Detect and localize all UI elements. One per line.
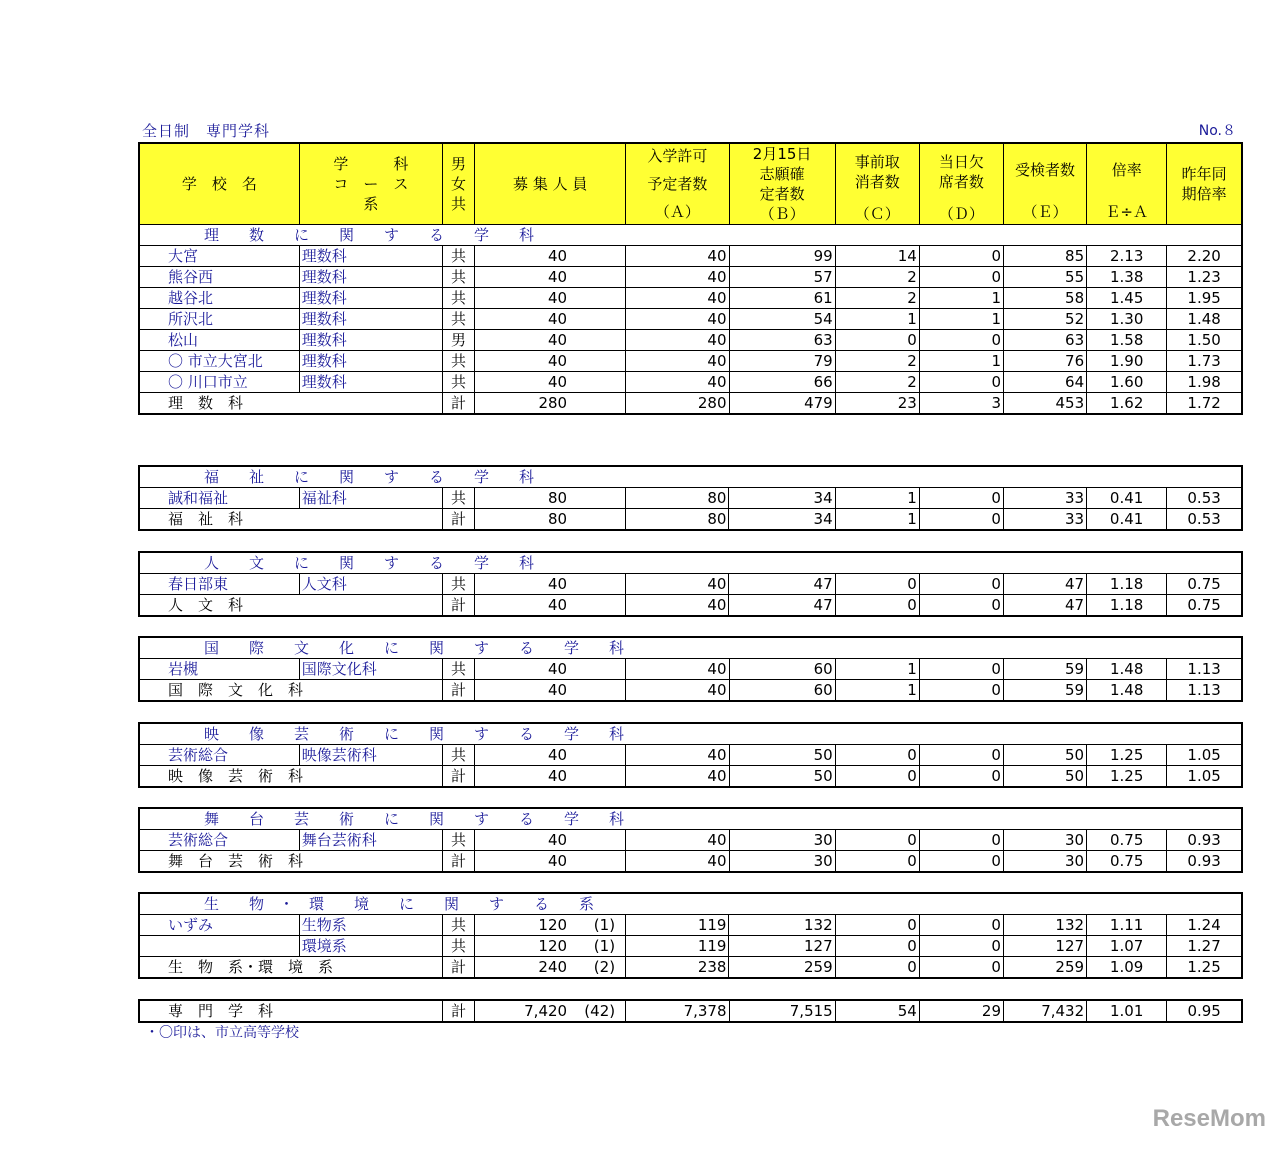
cell-d: 0 xyxy=(919,936,1003,957)
course-name: 生物系 xyxy=(299,915,442,936)
cell-d: 0 xyxy=(919,659,1003,680)
cell-b: 30 xyxy=(729,830,835,851)
table-row xyxy=(139,288,1242,309)
course-name: 福祉科 xyxy=(299,488,442,509)
cell-a: 40 xyxy=(626,851,729,873)
cell-c: 1 xyxy=(835,659,919,680)
gender: 共 xyxy=(443,915,475,936)
cell-prev-ratio: 1.50 xyxy=(1167,330,1242,351)
total-row xyxy=(139,393,1242,415)
cell-e: 30 xyxy=(1003,830,1086,851)
footnote: ・〇印は、市立高等学校 xyxy=(145,1025,299,1041)
cell-a: 40 xyxy=(626,309,729,330)
eizo-rows xyxy=(139,745,1242,788)
cell-a: 40 xyxy=(626,372,729,393)
cell-a: 238 xyxy=(626,957,729,979)
table-row xyxy=(139,745,1242,766)
page-title: 全日制 専門学科 xyxy=(142,122,271,140)
gender: 共 xyxy=(443,745,475,766)
recruit-cell: 80 xyxy=(475,488,626,509)
course-name: 舞台芸術科 xyxy=(299,830,442,851)
cell-prev-ratio: 1.05 xyxy=(1167,766,1242,788)
cell-c: 0 xyxy=(835,830,919,851)
course-name: 理数科 xyxy=(299,288,442,309)
cell-b: 30 xyxy=(729,851,835,873)
grand-total-row xyxy=(139,1000,1242,1022)
seibutsu-table xyxy=(138,892,1243,979)
header-prev-ratio: 昨年同 期倍率 xyxy=(1167,143,1242,225)
total-b: 7,515 xyxy=(729,1000,835,1022)
cell-b: 66 xyxy=(729,372,835,393)
total-label: 国 際 文 化 科 xyxy=(139,680,443,702)
total-e: 7,432 xyxy=(1004,1000,1087,1022)
cell-d: 0 xyxy=(919,574,1003,595)
cell-a: 80 xyxy=(626,509,729,531)
cell-d: 0 xyxy=(919,488,1003,509)
school-name: 越谷北 xyxy=(139,288,299,309)
cell-b: 50 xyxy=(729,745,835,766)
cell-b: 63 xyxy=(729,330,835,351)
section-title: 福 祉 に 関 す る 学 科 xyxy=(139,466,1242,488)
gender: 共 xyxy=(443,830,475,851)
cell-e: 52 xyxy=(1003,309,1086,330)
header-d: 当日欠 席者数 （Ｄ） xyxy=(919,143,1003,225)
butai-rows xyxy=(139,830,1242,873)
section-title: 理 数 に 関 す る 学 科 xyxy=(139,225,1242,246)
total-label: 舞 台 芸 術 科 xyxy=(139,851,443,873)
cell-d: 1 xyxy=(919,309,1003,330)
cell-prev-ratio: 1.05 xyxy=(1167,745,1242,766)
cell-ratio: 1.25 xyxy=(1087,766,1167,788)
cell-e: 59 xyxy=(1003,680,1086,702)
cell-a: 40 xyxy=(626,267,729,288)
school-name: 岩槻 xyxy=(139,659,299,680)
cell-prev-ratio: 1.95 xyxy=(1167,288,1242,309)
cell-ratio: 1.11 xyxy=(1087,915,1167,936)
course-name: 理数科 xyxy=(299,372,442,393)
cell-prev-ratio: 1.48 xyxy=(1167,309,1242,330)
total-gender: 計 xyxy=(443,766,475,788)
table-row xyxy=(139,330,1242,351)
cell-c: 0 xyxy=(835,851,919,873)
total-a: 7,378 xyxy=(626,1000,729,1022)
cell-b: 60 xyxy=(729,680,835,702)
cell-c: 0 xyxy=(835,766,919,788)
cell-c: 0 xyxy=(835,915,919,936)
cell-b: 34 xyxy=(729,488,835,509)
cell-c: 0 xyxy=(835,574,919,595)
watermark-logo: ReseMom xyxy=(1152,1105,1266,1132)
cell-a: 40 xyxy=(626,288,729,309)
gender: 共 xyxy=(443,351,475,372)
cell-prev-ratio: 0.53 xyxy=(1167,509,1242,531)
cell-d: 1 xyxy=(919,288,1003,309)
cell-ratio: 1.58 xyxy=(1087,330,1167,351)
cell-a: 40 xyxy=(626,246,729,267)
cell-prev-ratio: 1.23 xyxy=(1167,267,1242,288)
table-row xyxy=(139,246,1242,267)
cell-c: 2 xyxy=(835,351,919,372)
recruit-cell: 40 xyxy=(475,351,626,372)
total-label: 映 像 芸 術 科 xyxy=(139,766,443,788)
cell-prev-ratio: 2.20 xyxy=(1167,246,1242,267)
recruit-cell: 40 xyxy=(475,851,626,873)
cell-prev-ratio: 1.13 xyxy=(1167,680,1242,702)
cell-c: 1 xyxy=(835,309,919,330)
table-row xyxy=(139,659,1242,680)
cell-c: 0 xyxy=(835,595,919,617)
cell-ratio: 2.13 xyxy=(1087,246,1167,267)
total-row xyxy=(139,680,1242,702)
gender: 共 xyxy=(443,488,475,509)
cell-a: 40 xyxy=(626,830,729,851)
gender: 共 xyxy=(443,936,475,957)
cell-a: 40 xyxy=(626,680,729,702)
gender: 共 xyxy=(443,267,475,288)
cell-a: 40 xyxy=(626,574,729,595)
recruit-cell: 40 xyxy=(475,595,626,617)
cell-ratio: 0.41 xyxy=(1087,488,1167,509)
cell-a: 119 xyxy=(626,936,729,957)
gender: 男 xyxy=(443,330,475,351)
cell-c: 1 xyxy=(835,488,919,509)
cell-d: 1 xyxy=(919,351,1003,372)
section-title: 国 際 文 化 に 関 す る 学 科 xyxy=(139,637,1242,659)
cell-c: 0 xyxy=(835,745,919,766)
total-prev-ratio: 0.95 xyxy=(1167,1000,1242,1022)
fukushi-rows xyxy=(139,488,1242,531)
cell-d: 0 xyxy=(919,509,1003,531)
total-recruit: 7,420 (42) xyxy=(475,1000,626,1022)
cell-e: 50 xyxy=(1003,745,1086,766)
cell-ratio: 1.30 xyxy=(1087,309,1167,330)
cell-b: 34 xyxy=(729,509,835,531)
cell-d: 0 xyxy=(919,745,1003,766)
cell-a: 119 xyxy=(626,915,729,936)
cell-prev-ratio: 1.24 xyxy=(1167,915,1242,936)
total-c: 54 xyxy=(835,1000,919,1022)
header-b: 2月15日 志願確 定者数 （Ｂ） xyxy=(729,143,835,225)
course-name: 映像芸術科 xyxy=(299,745,442,766)
total-gender: 計 xyxy=(443,680,475,702)
cell-c: 1 xyxy=(835,680,919,702)
header-row xyxy=(139,143,1242,225)
total-label: 福 祉 科 xyxy=(139,509,443,531)
table-row xyxy=(139,915,1242,936)
cell-d: 0 xyxy=(919,680,1003,702)
cell-ratio: 1.07 xyxy=(1087,936,1167,957)
cell-c: 23 xyxy=(835,393,919,415)
recruit-cell: 40 xyxy=(475,330,626,351)
table-row xyxy=(139,267,1242,288)
cell-e: 33 xyxy=(1003,488,1086,509)
cell-b: 60 xyxy=(729,659,835,680)
recruit-cell: 40 xyxy=(475,830,626,851)
cell-b: 50 xyxy=(729,766,835,788)
cell-b: 47 xyxy=(729,574,835,595)
cell-prev-ratio: 0.75 xyxy=(1167,574,1242,595)
school-name: 所沢北 xyxy=(139,309,299,330)
school-name: 熊谷西 xyxy=(139,267,299,288)
cell-e: 76 xyxy=(1003,351,1086,372)
cell-d: 0 xyxy=(919,595,1003,617)
section-title: 人 文 に 関 す る 学 科 xyxy=(139,552,1242,574)
section-title: 舞 台 芸 術 に 関 す る 学 科 xyxy=(139,808,1242,830)
grand-total-table xyxy=(138,999,1243,1023)
cell-prev-ratio: 0.93 xyxy=(1167,851,1242,873)
jinbun-rows xyxy=(139,574,1242,617)
table-row xyxy=(139,309,1242,330)
cell-a: 80 xyxy=(626,488,729,509)
cell-prev-ratio: 1.25 xyxy=(1167,957,1242,979)
cell-ratio: 0.75 xyxy=(1087,851,1167,873)
recruit-cell: 80 xyxy=(475,509,626,531)
total-row xyxy=(139,766,1242,788)
cell-prev-ratio: 0.75 xyxy=(1167,595,1242,617)
course-name: 国際文化科 xyxy=(299,659,442,680)
gender: 共 xyxy=(443,659,475,680)
total-ratio: 1.01 xyxy=(1087,1000,1167,1022)
fukushi-table xyxy=(138,465,1243,531)
jinbun-table xyxy=(138,551,1243,617)
course-name: 理数科 xyxy=(299,351,442,372)
cell-b: 47 xyxy=(729,595,835,617)
cell-ratio: 1.18 xyxy=(1087,574,1167,595)
recruit-cell: 40 xyxy=(475,372,626,393)
cell-a: 280 xyxy=(626,393,729,415)
cell-prev-ratio: 1.98 xyxy=(1167,372,1242,393)
cell-d: 0 xyxy=(919,330,1003,351)
cell-prev-ratio: 1.72 xyxy=(1167,393,1242,415)
cell-ratio: 0.75 xyxy=(1087,830,1167,851)
school-name: 芸術総合 xyxy=(139,745,299,766)
cell-e: 453 xyxy=(1003,393,1086,415)
header-school: 学 校 名 xyxy=(139,143,299,225)
cell-c: 2 xyxy=(835,288,919,309)
table-row xyxy=(139,830,1242,851)
cell-b: 259 xyxy=(729,957,835,979)
cell-c: 0 xyxy=(835,330,919,351)
header-course: 学 科 コ ー ス 系 xyxy=(299,143,442,225)
total-label: 専 門 学 科 xyxy=(139,1000,443,1022)
school-name: 〇 川口市立 xyxy=(139,372,299,393)
seibutsu-rows xyxy=(139,915,1242,979)
cell-prev-ratio: 0.93 xyxy=(1167,830,1242,851)
cell-e: 259 xyxy=(1003,957,1086,979)
header-c: 事前取 消者数 （Ｃ） xyxy=(835,143,919,225)
cell-a: 40 xyxy=(626,351,729,372)
course-name: 理数科 xyxy=(299,267,442,288)
school-name: 大宮 xyxy=(139,246,299,267)
page-number: No.８ xyxy=(1198,123,1236,139)
table-row xyxy=(139,488,1242,509)
kokusai-table xyxy=(138,636,1243,702)
recruit-cell: 240 (2) xyxy=(475,957,626,979)
course-name: 人文科 xyxy=(299,574,442,595)
school-name: 松山 xyxy=(139,330,299,351)
school-name: 〇 市立大宮北 xyxy=(139,351,299,372)
cell-ratio: 1.48 xyxy=(1087,680,1167,702)
cell-ratio: 1.09 xyxy=(1087,957,1167,979)
course-name: 理数科 xyxy=(299,246,442,267)
cell-c: 0 xyxy=(835,957,919,979)
course-name: 理数科 xyxy=(299,330,442,351)
cell-c: 2 xyxy=(835,372,919,393)
gender: 共 xyxy=(443,372,475,393)
recruit-cell: 40 xyxy=(475,659,626,680)
cell-e: 50 xyxy=(1003,766,1086,788)
total-gender: 計 xyxy=(443,957,475,979)
cell-a: 40 xyxy=(626,659,729,680)
cell-e: 127 xyxy=(1003,936,1086,957)
recruit-cell: 40 xyxy=(475,309,626,330)
cell-ratio: 1.18 xyxy=(1087,595,1167,617)
recruit-cell: 120 (1) xyxy=(475,936,626,957)
cell-a: 40 xyxy=(626,595,729,617)
gender: 共 xyxy=(443,574,475,595)
cell-d: 0 xyxy=(919,372,1003,393)
rika-table xyxy=(138,142,1243,415)
cell-d: 0 xyxy=(919,766,1003,788)
cell-e: 55 xyxy=(1003,267,1086,288)
cell-b: 127 xyxy=(729,936,835,957)
cell-ratio: 1.90 xyxy=(1087,351,1167,372)
course-name: 理数科 xyxy=(299,309,442,330)
rika-rows xyxy=(139,246,1242,415)
cell-e: 132 xyxy=(1003,915,1086,936)
cell-e: 47 xyxy=(1003,595,1086,617)
cell-b: 99 xyxy=(729,246,835,267)
school-name: 芸術総合 xyxy=(139,830,299,851)
header-gender: 男 女 共 xyxy=(443,143,475,225)
cell-b: 79 xyxy=(729,351,835,372)
cell-b: 57 xyxy=(729,267,835,288)
course-name: 環境系 xyxy=(299,936,442,957)
cell-c: 2 xyxy=(835,267,919,288)
table-row xyxy=(139,936,1242,957)
header-a: 入学許可 予定者数 （Ａ） xyxy=(626,143,729,225)
total-gender: 計 xyxy=(443,851,475,873)
section-title: 映 像 芸 術 に 関 す る 学 科 xyxy=(139,723,1242,745)
school-name: 誠和福祉 xyxy=(139,488,299,509)
cell-d: 0 xyxy=(919,830,1003,851)
gender: 共 xyxy=(443,246,475,267)
total-label: 理 数 科 xyxy=(139,393,443,415)
cell-prev-ratio: 1.27 xyxy=(1167,936,1242,957)
table-row xyxy=(139,351,1242,372)
cell-b: 54 xyxy=(729,309,835,330)
cell-c: 0 xyxy=(835,936,919,957)
recruit-cell: 40 xyxy=(475,288,626,309)
cell-prev-ratio: 0.53 xyxy=(1167,488,1242,509)
total-gender: 計 xyxy=(443,1000,475,1022)
recruit-cell: 40 xyxy=(475,766,626,788)
cell-a: 40 xyxy=(626,745,729,766)
cell-e: 85 xyxy=(1003,246,1086,267)
cell-ratio: 1.62 xyxy=(1087,393,1167,415)
cell-d: 3 xyxy=(919,393,1003,415)
cell-b: 132 xyxy=(729,915,835,936)
cell-e: 59 xyxy=(1003,659,1086,680)
cell-d: 0 xyxy=(919,915,1003,936)
recruit-cell: 40 xyxy=(475,680,626,702)
cell-b: 479 xyxy=(729,393,835,415)
total-row xyxy=(139,509,1242,531)
recruit-cell: 40 xyxy=(475,574,626,595)
recruit-cell: 120 (1) xyxy=(475,915,626,936)
header-ratio: 倍率 Ｅ÷Ａ xyxy=(1087,143,1167,225)
school-name: いずみ xyxy=(139,915,299,936)
recruit-cell: 40 xyxy=(475,267,626,288)
total-gender: 計 xyxy=(443,509,475,531)
cell-e: 58 xyxy=(1003,288,1086,309)
cell-prev-ratio: 1.13 xyxy=(1167,659,1242,680)
gender: 共 xyxy=(443,309,475,330)
school-name: 春日部東 xyxy=(139,574,299,595)
cell-ratio: 1.45 xyxy=(1087,288,1167,309)
header-recruit: 募 集 人 員 xyxy=(475,143,626,225)
cell-ratio: 1.48 xyxy=(1087,659,1167,680)
header-e: 受検者数 （Ｅ） xyxy=(1003,143,1086,225)
cell-d: 0 xyxy=(919,246,1003,267)
cell-a: 40 xyxy=(626,766,729,788)
cell-e: 63 xyxy=(1003,330,1086,351)
table-row xyxy=(139,574,1242,595)
cell-prev-ratio: 1.73 xyxy=(1167,351,1242,372)
total-row xyxy=(139,957,1242,979)
recruit-cell: 280 xyxy=(475,393,626,415)
cell-e: 30 xyxy=(1003,851,1086,873)
total-gender: 計 xyxy=(443,393,475,415)
table-row xyxy=(139,372,1242,393)
cell-b: 61 xyxy=(729,288,835,309)
recruit-cell: 40 xyxy=(475,246,626,267)
eizo-table xyxy=(138,722,1243,788)
cell-e: 64 xyxy=(1003,372,1086,393)
cell-c: 14 xyxy=(835,246,919,267)
school-name xyxy=(139,936,299,957)
total-label: 人 文 科 xyxy=(139,595,443,617)
cell-d: 0 xyxy=(919,957,1003,979)
kokusai-rows xyxy=(139,659,1242,702)
cell-ratio: 0.41 xyxy=(1087,509,1167,531)
total-gender: 計 xyxy=(443,595,475,617)
cell-a: 40 xyxy=(626,330,729,351)
cell-e: 33 xyxy=(1003,509,1086,531)
total-row xyxy=(139,595,1242,617)
cell-e: 47 xyxy=(1003,574,1086,595)
cell-ratio: 1.60 xyxy=(1087,372,1167,393)
section-title: 生 物 ・ 環 境 に 関 す る 系 xyxy=(139,893,1242,915)
total-d: 29 xyxy=(919,1000,1003,1022)
total-row xyxy=(139,851,1242,873)
total-label: 生 物 系・環 境 系 xyxy=(139,957,443,979)
cell-d: 0 xyxy=(919,851,1003,873)
cell-d: 0 xyxy=(919,267,1003,288)
cell-ratio: 1.38 xyxy=(1087,267,1167,288)
butai-table xyxy=(138,807,1243,873)
gender: 共 xyxy=(443,288,475,309)
cell-c: 1 xyxy=(835,509,919,531)
section-title-row xyxy=(139,225,1242,246)
recruit-cell: 40 xyxy=(475,745,626,766)
cell-ratio: 1.25 xyxy=(1087,745,1167,766)
